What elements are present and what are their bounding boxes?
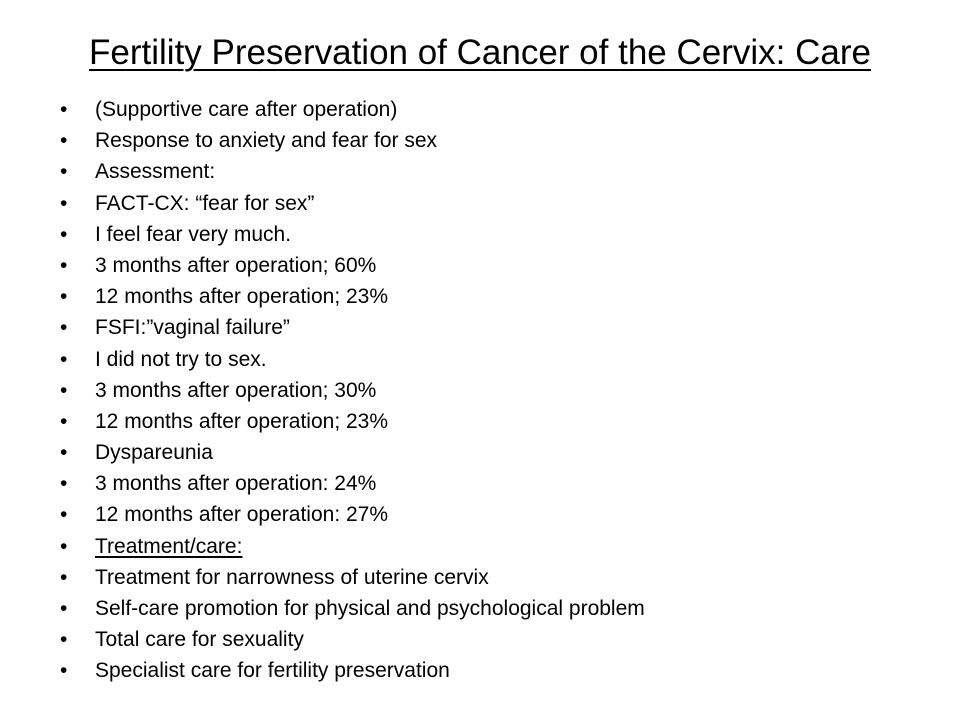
bullet-dot-icon: • bbox=[60, 191, 68, 215]
bullet-dot-icon: • bbox=[60, 160, 68, 184]
bullet-text: (Supportive care after operation) bbox=[95, 98, 398, 121]
bullet-dot-icon: • bbox=[60, 565, 68, 589]
bullet-text: Total care for sexuality bbox=[95, 628, 304, 652]
bullet-text: 3 months after operation: 24% bbox=[95, 472, 377, 496]
bullet-dot-icon: • bbox=[60, 316, 68, 340]
bullet-text: 12 months after operation; 23% bbox=[95, 285, 389, 309]
bullet-dot-icon: • bbox=[60, 628, 68, 652]
bullet-dot-icon: • bbox=[60, 253, 68, 277]
bullet-text: FSFI:”vaginal failure” bbox=[95, 316, 290, 340]
bullet-text: 12 months after operation; 23% bbox=[95, 409, 389, 433]
bullet-dot-icon: • bbox=[60, 659, 68, 683]
bullet-dot-icon: • bbox=[60, 378, 68, 402]
bullet-dot-icon: • bbox=[60, 129, 68, 153]
bullet-text: Self-care promotion for physical and psychological problem bbox=[95, 597, 645, 620]
bullet-dot-icon: • bbox=[60, 409, 68, 433]
bullet-dot-icon: • bbox=[60, 222, 68, 246]
slide-title: Fertility Preservation of Cancer of the Cervix: Care bbox=[89, 33, 871, 72]
bullet-dot-icon: • bbox=[60, 503, 68, 527]
bullet-dot-icon: • bbox=[60, 285, 68, 309]
bullet-text: Treatment for narrowness of uterine cervix bbox=[95, 565, 489, 589]
bullet-dot-icon: • bbox=[60, 347, 68, 371]
bullet-text: Response to anxiety and fear for sex bbox=[95, 129, 438, 153]
bullet-dot-icon: • bbox=[60, 441, 68, 465]
bullet-text: 3 months after operation; 60% bbox=[95, 253, 377, 277]
bullet-text: FACT-CX: “fear for sex” bbox=[95, 191, 315, 215]
bullet-text: I did not try to sex. bbox=[95, 347, 267, 371]
bullet-dot-icon: • bbox=[60, 534, 68, 558]
bullet-dot-icon: • bbox=[60, 98, 68, 121]
bullet-text: 12 months after operation: 27% bbox=[95, 503, 389, 527]
bullet-dot-icon: • bbox=[60, 597, 68, 620]
bullet-text: Assessment: bbox=[95, 160, 216, 184]
bullet-text: 3 months after operation; 30% bbox=[95, 378, 377, 402]
bullet-text: Specialist care for fertility preservation bbox=[95, 659, 450, 683]
bullet-text: I feel fear very much. bbox=[95, 222, 292, 246]
bullet-dot-icon: • bbox=[60, 472, 68, 496]
bullet-text: Treatment/care: bbox=[95, 534, 243, 558]
bullet-text: Dyspareunia bbox=[95, 441, 213, 465]
